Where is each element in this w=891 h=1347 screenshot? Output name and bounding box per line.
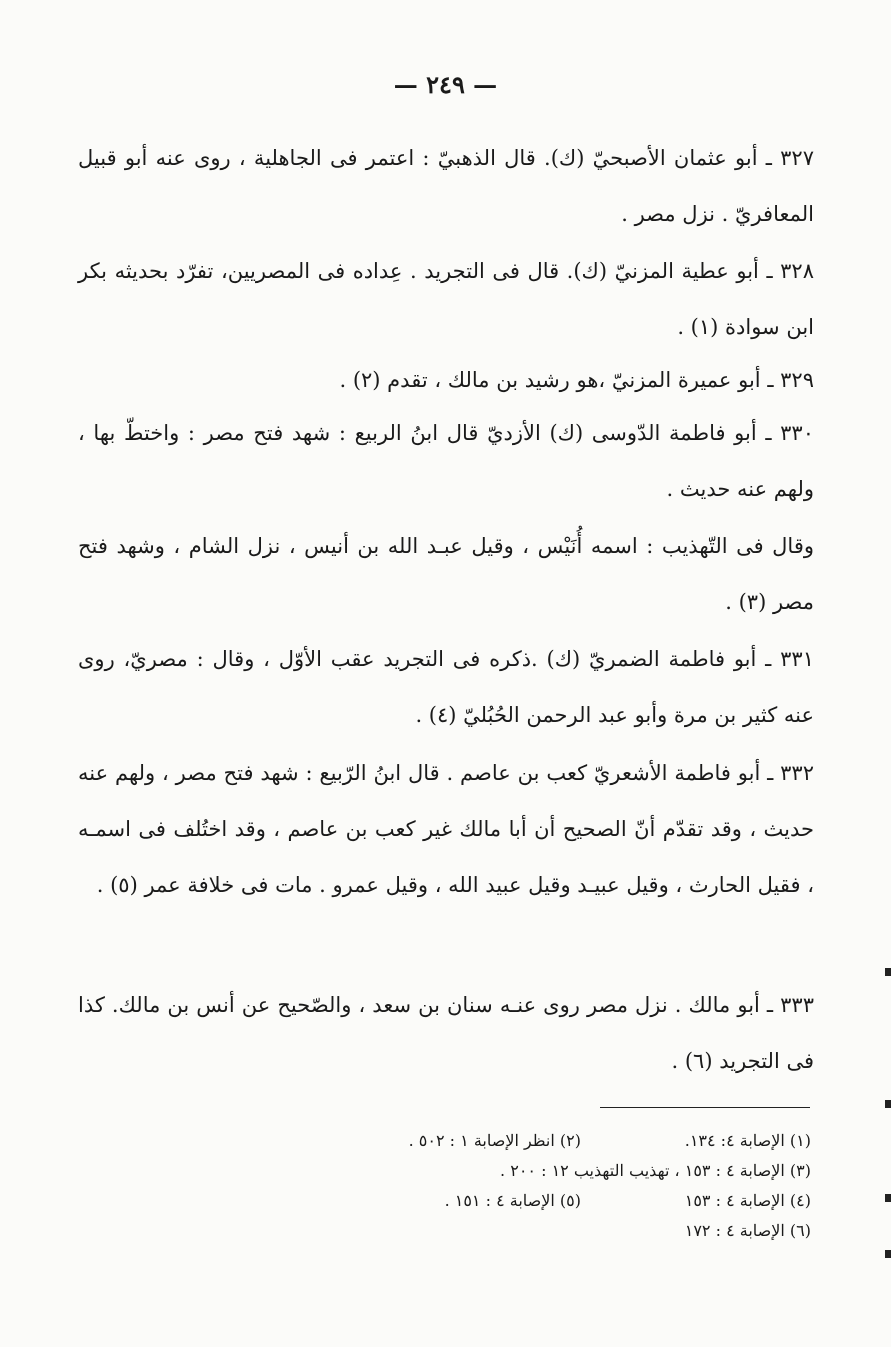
entry-330: ٣٣٠ ـ أبو فاطمة الدّوسى (ك) الأزديّ قال ابنُ الربيع : شهد فتح مصر : واختطّ بها ، ولهم عنه حديث . (78, 421, 814, 501)
footnote-row (111, 1216, 811, 1246)
footnote-divider (600, 1107, 810, 1108)
scan-edge-mark (885, 1250, 891, 1258)
footnote-1: (١) الإصابة ٤: ١٣٤. (684, 1131, 811, 1150)
footnote-4: (٤) الإصابة ٤ : ١٥٣ (684, 1191, 811, 1210)
entry-332: ٣٣٢ ـ أبو فاطمة الأشعريّ كعب بن عاصم . قال ابنُ الرّبيع : شهد فتح مصر ، ولهم عنه حديث ، وقد تقدّم أنّ الصحيح أن أبا مالك غير كعب بن عاصم ، وقد اختُلف فى اسمـه ، فقيل الحارث ، وقيل عبيـد وقيل عبيد الله ، وقيل عمرو . مات فى خلافة عمر (٥) . (78, 761, 814, 897)
main-text-8 (78, 977, 814, 1089)
main-text-6 (78, 631, 814, 743)
scan-edge-mark (885, 968, 891, 976)
main-text-2 (78, 243, 814, 355)
entry-329: ٣٢٩ ـ أبو عميرة المزنيّ ،هو رشيد بن مالك ، تقدم (٢) . (339, 368, 814, 392)
entry-327: ٣٢٧ ـ أبو عثمان الأصبحيّ (ك). قال الذهبيّ : اعتمر فى الجاهلية ، روى عنه أبو قبيل المعافريّ . نزل مصر . (78, 146, 814, 226)
main-text-7 (78, 745, 814, 913)
main-text-3 (78, 352, 814, 408)
page-number: — ٢٤٩ — (393, 70, 498, 99)
main-text-5 (78, 518, 814, 630)
footnotes (111, 1126, 811, 1246)
footnote-row (111, 1156, 811, 1186)
entry-328: ٣٢٨ ـ أبو عطية المزنيّ (ك). قال فى التجريد . عِداده فى المصريين، تفرّد بحديثه بكر ابن سوادة (١) . (78, 259, 814, 339)
footnote-5: (٥) الإصابة ٤ : ١٥١ . (444, 1191, 581, 1210)
footnote-row (111, 1126, 811, 1156)
footnote-3: (٣) الإصابة ٤ : ١٥٣ ، تهذيب التهذيب ١٢ : ٢٠٠ . (500, 1161, 811, 1180)
entry-333: ٣٣٣ ـ أبو مالك . نزل مصر روى عنـه سنان بن سعد ، والصّحيح عن أنس بن مالك. كذا فى التجريد (٦) . (78, 993, 814, 1073)
footnote-row (111, 1186, 811, 1216)
main-text (78, 130, 814, 242)
footnote-2: (٢) انظر الإصابة ١ : ٥٠٢ . (408, 1131, 581, 1150)
scan-edge-mark (885, 1100, 891, 1108)
entry-331: ٣٣١ ـ أبو فاطمة الضمريّ (ك) .ذكره فى التجريد عقب الأوّل ، وقال : مصريّ، روى عنه كثير بن مرة وأبو عبد الرحمن الحُبُليّ (٤) . (78, 647, 814, 727)
footnote-6: (٦) الإصابة ٤ : ١٧٢ (684, 1221, 811, 1240)
main-text-4 (78, 405, 814, 517)
entry-330-tahdhib: وقال فى التّهذيب : اسمه أُنَيْس ، وقيل عبـد الله بن أنيس ، نزل الشام ، وشهد فتح مصر (٣) . (78, 534, 814, 614)
scan-edge-mark (885, 1194, 891, 1202)
